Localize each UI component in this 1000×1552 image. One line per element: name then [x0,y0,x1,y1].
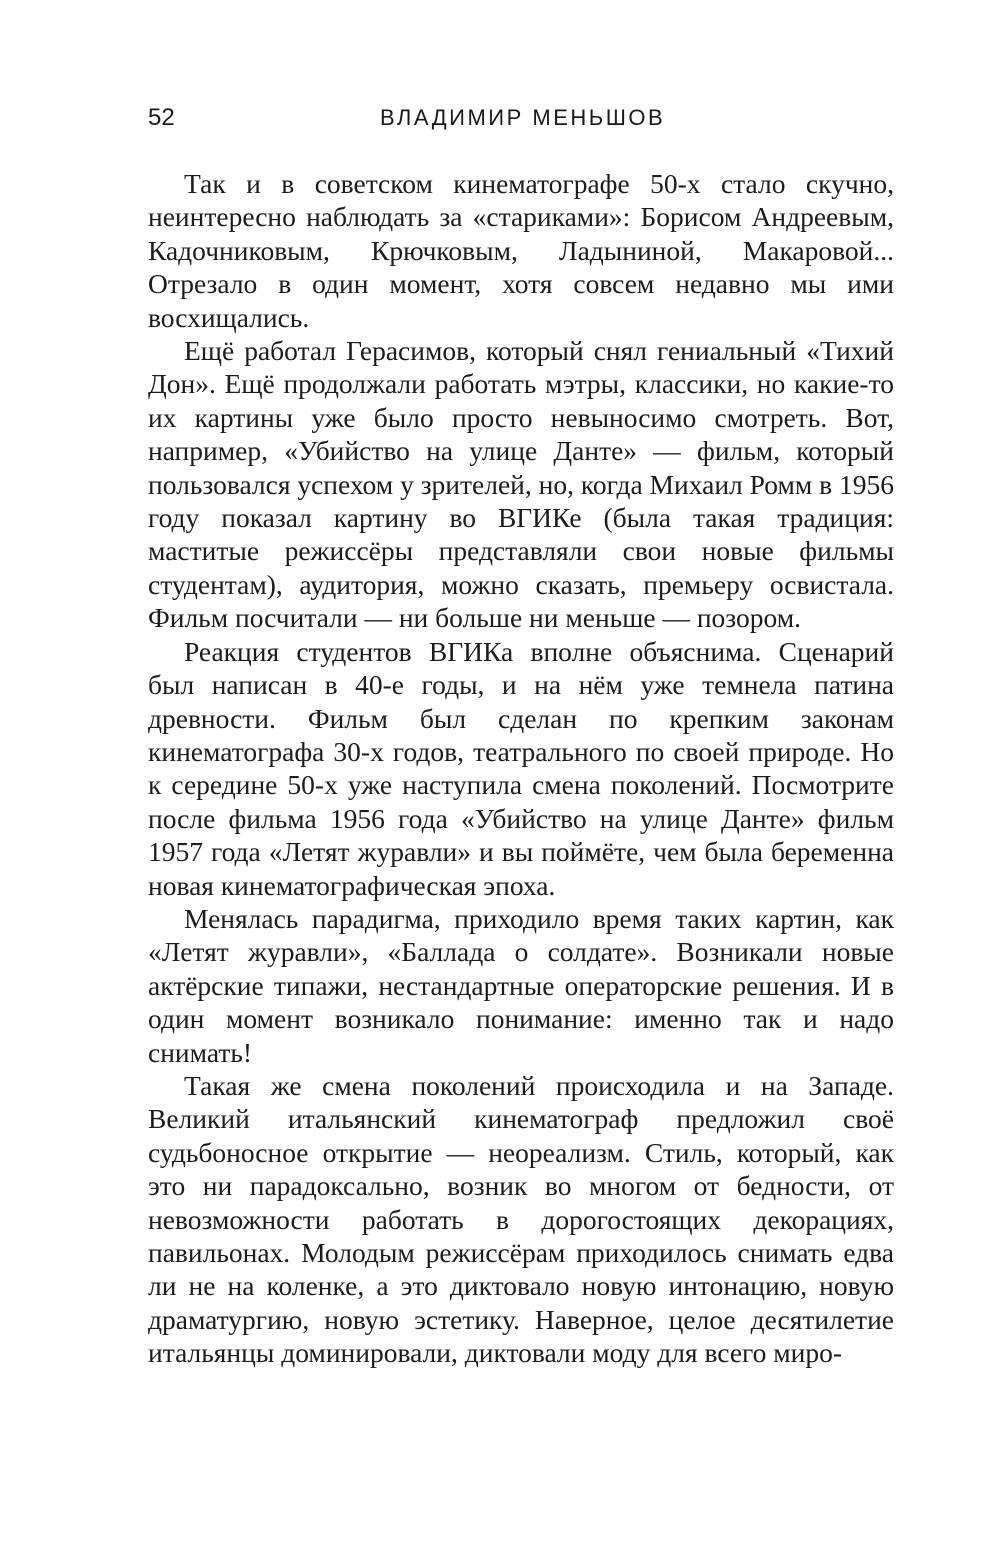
body-text [148,167,894,1370]
paragraph: Менялась парадигма, приходило время таких картин, как «Летят журавли», «Баллада о солдате». Возникали новые актёрские типажи, нестандартные операторские решения. И в один момент возникало понимание: именно так и надо снимать! [148,902,894,1068]
page-header [148,100,894,140]
paragraph: Ещё работал Герасимов, который снял гениальный «Тихий Дон». Ещё продолжали работать мэтры, классики, но какие-то их картины уже было просто невыносимо смотреть. Вот, например, «Убийство на улице Данте» — фильм, который пользовался успехом у зрителей, но, когда Михаил Ромм в 1956 году показал картину во ВГИКе (была такая традиция: маститые режиссёры представляли свои новые фильмы студентам), аудитория, можно сказать, премьеру освистала. Фильм посчитали — ни больше ни меньше — позором. [148,335,895,634]
page-number: 52 [148,104,175,131]
paragraph: Реакция студентов ВГИКа вполне объяснима. Сценарий был написан в 40-е годы, и на нём уже темнела патина древности. Фильм был сделан по крепким законам кинематографа 30-х годов, театрального по своей природе. Но к середине 50-х уже наступила смена поколений. Посмотрите после фильма 1956 года «Убийство на улице Данте» фильм 1957 года «Летят журавли» и вы поймёте, чем была беременна новая кинематографическая эпоха. [148,635,894,901]
running-title: ВЛАДИМИР МЕНЬШОВ [380,105,666,130]
paragraph: Так и в советском кинематографе 50-х стало скучно, неинтересно наблюдать за «стариками»: Борисом Андреевым, Кадочниковым, Крючковым, Ладыниной, Макаровой... Отрезало в один момент, хотя совсем недавно мы ими восхищались. [148,168,894,333]
paragraph: Такая же смена поколений происходила и на Западе. Великий итальянский кинематограф предложил своё судьбоносное открытие — неореализм. Стиль, который, как это ни парадоксально, возник во многом от бедности, от невозможности работать в дорогостоящих декорациях, павильонах. Молодым режиссёрам приходилось снимать едва ли не на коленке, а это диктовало новую интонацию, новую драматургию, новую эстетику. Наверное, целое десятилетие итальянцы доминировали, диктовали моду для всего миро- [148,1069,894,1369]
